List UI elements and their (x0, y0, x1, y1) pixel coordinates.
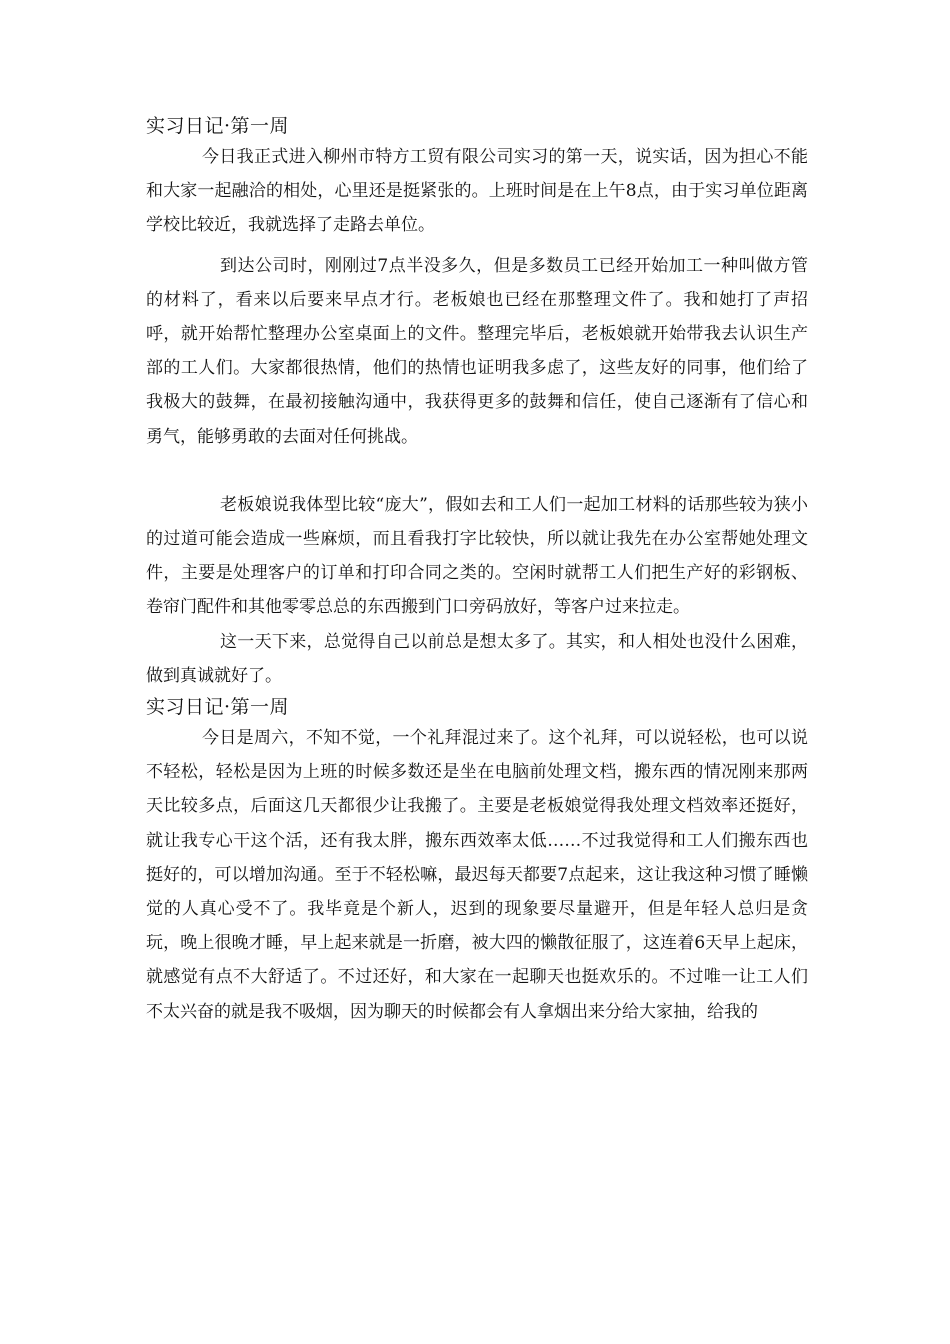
entry-paragraph: 这一天下来，总觉得自己以前总是想太多了。其实，和人相处也没什么困难，做到真诚就好了。 (146, 631, 808, 686)
paragraph-gap (146, 454, 808, 488)
entry-paragraph: 到达公司时，刚刚过7点半没多久，但是多数员工已经开始加工一种叫做方管的材料了，看来以后要来早点才行。老板娘也已经在那整理文件了。我和她打了声招呼，就开始帮忙整理办公室桌面上的文件。整理完毕后，老板娘就开始带我去认识生产部的工人们。大家都很热情，他们的热情也证明我多虑了，这些友好的同事，他们给了我极大的鼓舞，在最初接触沟通中，我获得更多的鼓舞和信任，使自己逐渐有了信心和勇气，能够勇敢的去面对任何挑战。 (146, 255, 808, 447)
entry-paragraph: 今日是周六，不知不觉，一个礼拜混过来了。这个礼拜，可以说轻松，也可以说不轻松，轻松是因为上班的时候多数还是坐在电脑前处理文档，搬东西的情况刚来那两天比较多点，后面这几天都很少让我搬了。主要是老板娘觉得我处理文档效率还挺好，就让我专心干这个活，还有我太胖，搬东西效率太低……不过我觉得和工人们搬东西也挺好的，可以增加沟通。至于不轻松嘛，最迟每天都要7点起来，这让我这种习惯了睡懒觉的人真心受不了。我毕竟是个新人，迟到的现象要尽量避开，但是年轻人总归是贪玩，晚上很晚才睡，早上起来就是一折磨，被大四的懒散征服了，这连着6天早上起床，就感觉有点不大舒适了。不过还好，和大家在一起聊天也挺欢乐的。不过唯一让工人们不太兴奋的就是我不吸烟，因为聊天的时候都会有人拿烟出来分给大家抽，给我的 (146, 728, 808, 1022)
entry-title: 实习日记·第一周 (146, 696, 290, 719)
entry-paragraph: 今日我正式进入柳州市特方工贸有限公司实习的第一天，说实话，因为担心不能和大家一起融洽的相处，心里还是挺紧张的。上班时间是在上午8点，由于实习单位距离学校比较近，我就选择了走路去单位。 (146, 147, 808, 236)
diary-entry-2 (146, 693, 808, 1029)
diary-entry-1 (146, 112, 808, 693)
entry-title: 实习日记·第一周 (146, 115, 290, 137)
diary-page (146, 112, 808, 1029)
entry-paragraph: 老板娘说我体型比较“庞大”，假如去和工人们一起加工材料的话那些较为狭小的过道可能会造成一些麻烦，而且看我打字比较快，所以就让我先在办公室帮她处理文件，主要是处理客户的订单和打印合同之类的。空闲时就帮工人们把生产好的彩钢板、卷帘门配件和其他零零总总的东西搬到门口旁码放好，等客户过来拉走。 (146, 494, 808, 618)
